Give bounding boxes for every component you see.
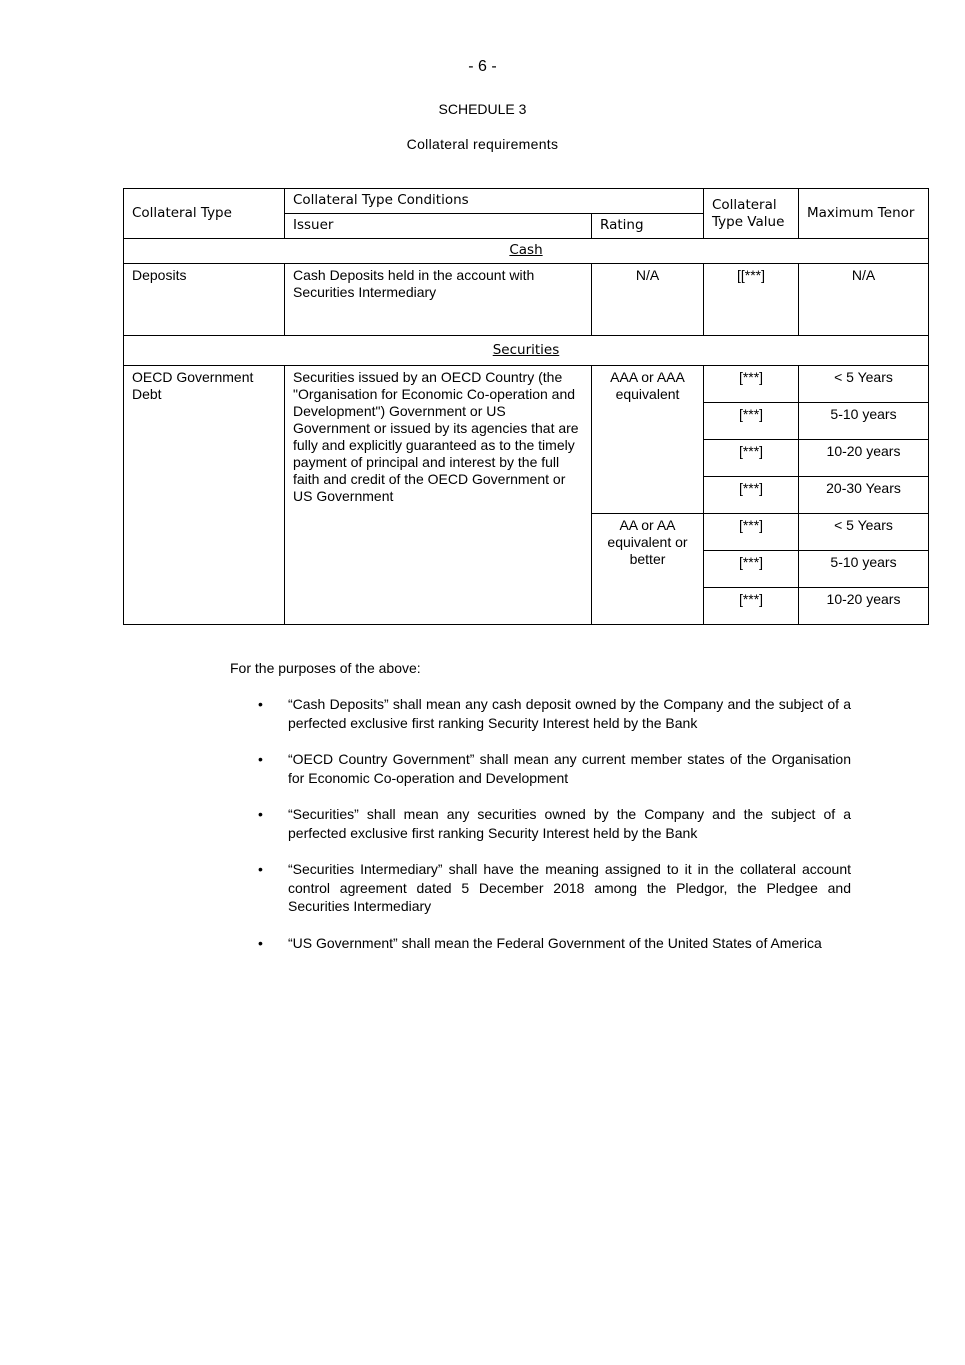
tenor-cell: 5-10 years [799,551,929,588]
definition-text: “OECD Country Government” shall mean any current member states of the Organisation for Economic Co-operation and Development [288,751,851,786]
definitions-intro: For the purposes of the above: [230,660,421,676]
bullet-icon: • [258,696,263,712]
header-rating: Rating [592,214,704,239]
header-conditions: Collateral Type Conditions [285,189,704,214]
section-securities-row [124,336,929,366]
cash-rating-cell: N/A [592,264,704,336]
rating-group-aaa: AAA or AAA equivalent [592,366,704,514]
tenor-cell: 10-20 years [799,588,929,625]
definition-item [258,750,851,787]
schedule-subtitle: Collateral requirements [406,136,559,152]
value-cell: [***] [704,551,799,588]
tenor-cell: 20-30 Years [799,477,929,514]
tenor-cell: < 5 Years [799,514,929,551]
cash-issuer-cell: Cash Deposits held in the account with Securities Intermediary [285,264,592,336]
value-cell: [***] [704,440,799,477]
header-type-value: Collateral Type Value [704,189,799,239]
bullet-icon: • [258,806,263,822]
bullet-icon: • [258,934,263,951]
value-cell: [***] [704,477,799,514]
definitions-list [258,695,851,970]
section-cash-row [124,239,929,264]
definition-text: “US Government” shall mean the Federal Government of the United States of America [288,934,822,951]
definition-item [258,860,851,916]
rating-group-aa: AA or AA equivalent or better [592,514,704,625]
definition-item [258,805,851,842]
header-max-tenor: Maximum Tenor [799,189,929,239]
bullet-icon: • [258,861,263,877]
header-collateral-type: Collateral Type [124,189,285,239]
value-cell: [***] [704,514,799,551]
value-cell: [***] [704,588,799,625]
definition-item [258,934,851,953]
securities-type-cell: OECD Government Debt [124,366,285,625]
tenor-cell: < 5 Years [799,366,929,403]
definition-text: “Cash Deposits” shall mean any cash deposit owned by the Company and the subject of a perfected exclusive first ranking Security Interest held by the Bank [288,696,851,731]
cash-type-cell: Deposits [124,264,285,336]
cash-value-cell: [[***] [704,264,799,336]
bullet-icon: • [258,751,263,767]
definition-item [258,695,851,732]
schedule-title: SCHEDULE 3 [438,101,527,117]
tenor-cell: 10-20 years [799,440,929,477]
tenor-cell: 5-10 years [799,403,929,440]
definition-text: “Securities” shall mean any securities owned by the Company and the subject of a perfected exclusive first ranking Security Interest held by the Bank [288,806,851,841]
header-issuer: Issuer [285,214,592,239]
collateral-table [123,188,929,625]
cash-tenor-cell: N/A [799,264,929,336]
page-number: - 6 - [468,58,497,75]
section-securities-label: Securities [492,342,560,358]
value-cell: [***] [704,366,799,403]
value-cell: [***] [704,403,799,440]
section-cash-label: Cash [509,242,543,258]
definition-text: “Securities Intermediary” shall have the meaning assigned to it in the collateral account control agreement dated 5 December 2018 among the Pledgor, the Pledgee and Securities Intermediary [288,861,851,914]
securities-issuer-cell: Securities issued by an OECD Country (the "Organisation for Economic Co-operation and Development") Government or US Government or issued by its agencies that are fully and explicitly guaranteed as to the timely payment of principal and interest by the full faith and credit of the OECD Government or US Government [285,366,592,625]
